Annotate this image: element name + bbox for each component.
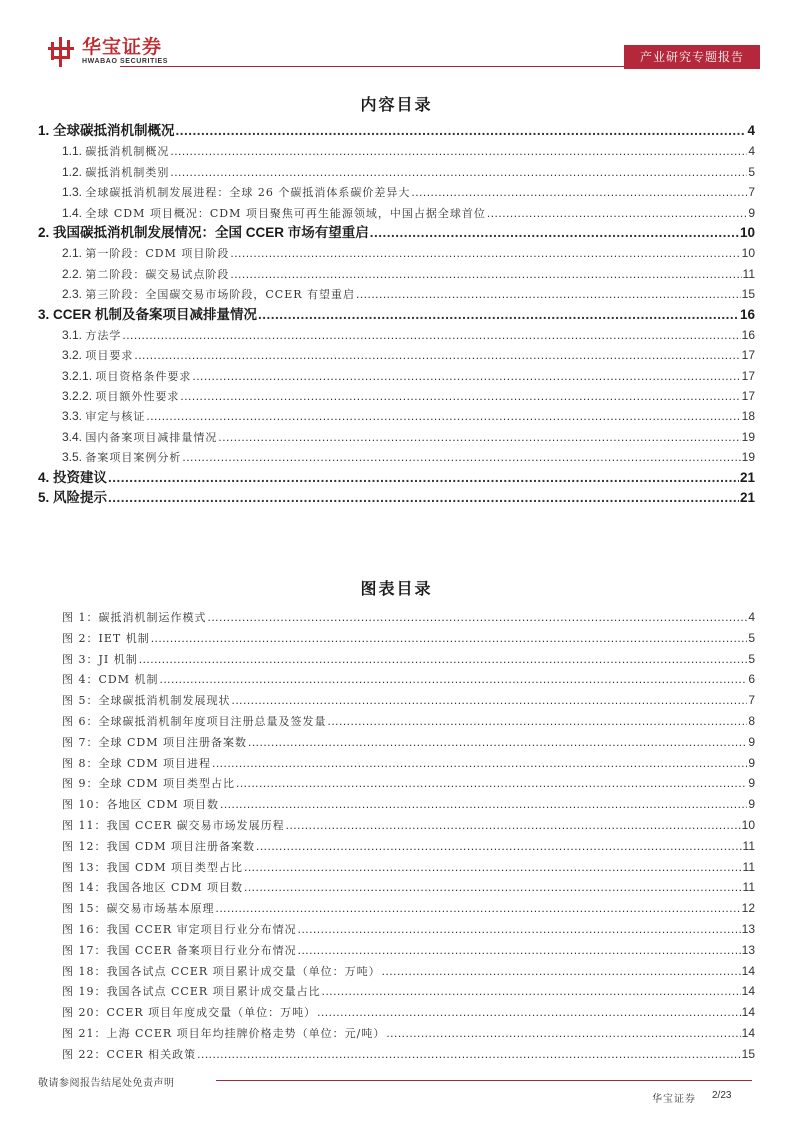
toc-entry-title: 项目要求 <box>85 349 134 363</box>
dot-leader <box>182 447 740 467</box>
toc-entry-page: 9 <box>748 205 755 220</box>
toc-entry-title: 国内备案项目减排量情况 <box>85 430 218 444</box>
figure-entry-page: 6 <box>748 672 755 687</box>
page-indicator: 2/23 <box>712 1090 732 1101</box>
toc-entry-number: 1.4. <box>62 205 83 220</box>
header-divider <box>120 66 630 67</box>
toc-entry-title: 第一阶段：CDM 项目阶段 <box>85 247 230 261</box>
toc-entry-label <box>38 488 108 508</box>
disclaimer-note: 敬请参阅报告结尾处免责声明 <box>38 1078 175 1089</box>
dot-leader <box>317 1002 741 1023</box>
toc-entry-number: 3.4. <box>62 429 83 444</box>
figure-entry-number: 图 2： <box>62 631 99 645</box>
dot-leader <box>197 1044 740 1065</box>
toc-entry-title: 全球碳抵消机制发展进程：全球 26 个碳抵消体系碳价差异大 <box>85 186 411 200</box>
figure-entry[interactable] <box>62 669 755 690</box>
figure-entry-label <box>62 773 236 794</box>
toc-entry-page: 4 <box>747 123 755 138</box>
figure-entry-page: 10 <box>741 817 755 832</box>
figure-entry-title: 我国 CCER 审定项目行业分布情况 <box>106 922 297 936</box>
figure-entry-label <box>62 940 298 961</box>
toc-entry-title: 投资建议 <box>53 469 108 485</box>
dot-leader <box>220 794 747 815</box>
figure-entry-title: JI 机制 <box>98 652 138 666</box>
dot-leader <box>230 243 740 263</box>
toc-entry[interactable] <box>38 345 755 365</box>
figure-entry-title: 我国 CCER 备案项目行业分布情况 <box>106 943 297 957</box>
toc-entry-title: 全球碳抵消机制概况 <box>53 123 175 138</box>
figure-entry-title: CDM 机制 <box>98 673 159 687</box>
toc-entry-number: 5. <box>38 490 50 506</box>
toc-entry-number: 3.2. <box>62 348 83 363</box>
toc-entry-title: 碳抵消机制概况 <box>85 145 170 159</box>
figure-entry-label <box>62 1044 197 1065</box>
table-of-contents <box>38 121 755 508</box>
figure-entry-number: 图 7： <box>62 735 99 749</box>
toc-entry[interactable] <box>38 223 755 243</box>
figure-list-title: 图表目录 <box>360 579 433 598</box>
figure-entry[interactable] <box>62 773 755 794</box>
dot-leader <box>386 1023 740 1044</box>
toc-entry[interactable] <box>38 488 755 508</box>
toc-entry-page: 16 <box>741 327 755 342</box>
figure-entry-label <box>62 981 322 1002</box>
toc-entry-title: 第三阶段：全国碳交易市场阶段，CCER 有望重启 <box>85 288 355 302</box>
toc-entry-label <box>38 468 108 488</box>
toc-entry-page: 17 <box>741 348 755 363</box>
figure-entry-number: 图 13： <box>62 860 107 874</box>
dot-leader <box>212 753 747 774</box>
report-type-badge: 产业研究专题报告 <box>624 45 760 69</box>
toc-entry-page: 19 <box>741 429 755 444</box>
figure-entry-page: 13 <box>741 942 755 957</box>
toc-entry-number: 1.2. <box>62 164 83 179</box>
figure-entry-label <box>62 607 208 628</box>
figure-entry[interactable] <box>62 836 755 857</box>
toc-entry-page: 17 <box>741 389 755 404</box>
dot-leader <box>216 898 741 919</box>
toc-entry-number: 3.5. <box>62 450 83 465</box>
figure-entry-title: 我国各地区 CDM 项目数 <box>106 881 243 895</box>
toc-entry-title: 第二阶段：碳交易试点阶段 <box>85 267 230 281</box>
figure-entry-number: 图 12： <box>62 839 107 853</box>
dot-leader <box>487 203 747 223</box>
figure-entry-title: 我国 CDM 项目注册备案数 <box>106 839 255 853</box>
dot-leader <box>411 182 747 202</box>
toc-entry[interactable] <box>38 162 755 182</box>
dot-leader <box>236 773 747 794</box>
dot-leader <box>232 690 748 711</box>
toc-entry[interactable] <box>38 243 755 263</box>
dot-leader <box>180 386 740 406</box>
dot-leader <box>218 427 740 447</box>
toc-entry-label <box>62 345 134 365</box>
toc-entry-title: 审定与核证 <box>85 410 146 424</box>
dot-leader <box>298 919 741 940</box>
figure-entry-page: 12 <box>741 901 755 916</box>
figure-entry-page: 5 <box>748 630 755 645</box>
figure-entry-title: 我国 CCER 碳交易市场发展历程 <box>106 818 285 832</box>
figure-entry[interactable] <box>62 1002 755 1023</box>
figure-entry[interactable] <box>62 732 755 753</box>
figure-entry-title: 碳交易市场基本原理 <box>106 902 215 916</box>
toc-entry-number: 2.1. <box>62 246 83 261</box>
figure-entry[interactable] <box>62 940 755 961</box>
dot-leader <box>382 961 741 982</box>
toc-entry-page: 17 <box>741 368 755 383</box>
figure-entry-page: 7 <box>748 693 755 708</box>
figure-entry[interactable] <box>62 753 755 774</box>
footer-divider <box>216 1080 752 1081</box>
figure-entry-title: CCER 相关政策 <box>106 1047 197 1061</box>
toc-entry-number: 2.2. <box>62 266 83 281</box>
figure-list <box>62 607 755 1065</box>
toc-entry[interactable] <box>38 386 755 406</box>
logo-chinese-name: 华宝证券 <box>82 36 163 58</box>
toc-entry-label <box>38 223 370 243</box>
figure-entry-page: 9 <box>748 734 755 749</box>
figure-entry-label <box>62 857 244 878</box>
figure-entry[interactable] <box>62 649 755 670</box>
toc-entry-label <box>62 243 230 263</box>
toc-entry-number: 1.3. <box>62 185 83 200</box>
figure-entry[interactable] <box>62 919 755 940</box>
toc-entry-number: 1.1. <box>62 144 83 159</box>
toc-entry-label <box>62 141 170 161</box>
figure-entry-title: 碳抵消机制运作模式 <box>98 611 207 624</box>
figure-entry-label <box>62 794 220 815</box>
figure-entry-number: 图 16： <box>62 922 107 936</box>
figure-entry-label <box>62 753 212 774</box>
toc-entry-title: 全球 CDM 项目概况：CDM 项目聚焦可再生能源领域，中国占据全球首位 <box>85 206 486 220</box>
figure-entry[interactable] <box>62 1023 755 1044</box>
toc-entry-label <box>62 427 218 447</box>
figure-entry-page: 5 <box>748 651 755 666</box>
hwabao-logo-mark-icon <box>48 37 74 67</box>
figure-entry[interactable] <box>62 628 755 649</box>
toc-entry-number: 3.2.2. <box>62 389 93 404</box>
company-logo <box>48 37 188 67</box>
toc-entry-label <box>62 386 180 406</box>
dot-leader <box>256 836 742 857</box>
toc-entry-title: 项目资格条件要求 <box>95 369 192 383</box>
figure-entry-number: 图 11： <box>62 818 107 832</box>
figure-entry-label <box>62 836 256 857</box>
toc-entry-page: 18 <box>741 409 755 424</box>
toc-entry[interactable] <box>38 366 755 386</box>
toc-title: 内容目录 <box>360 95 433 114</box>
toc-entry-page: 19 <box>741 450 755 465</box>
figure-entry[interactable] <box>62 877 755 898</box>
toc-entry-number: 2. <box>38 224 50 240</box>
figure-entry-page: 9 <box>748 755 755 770</box>
figure-entry-title: 全球碳抵消机制发展现状 <box>98 694 231 708</box>
dot-leader <box>192 366 740 386</box>
toc-entry[interactable] <box>38 121 755 141</box>
figure-entry[interactable] <box>62 857 755 878</box>
dot-leader <box>108 468 739 488</box>
figure-entry-number: 图 22： <box>62 1047 107 1061</box>
toc-entry-number: 3.2.1. <box>62 368 93 383</box>
figure-entry-page: 9 <box>748 776 755 791</box>
figure-entry-title: 我国各试点 CCER 项目累计成交量占比 <box>106 985 321 999</box>
figure-entry-page: 14 <box>741 1025 755 1040</box>
figure-entry-label <box>62 961 382 982</box>
dot-leader <box>370 223 739 243</box>
toc-entry[interactable] <box>38 447 755 467</box>
figure-entry-number: 图 1： <box>62 611 99 624</box>
figure-entry-title: IET 机制 <box>98 631 150 645</box>
dot-leader <box>170 162 747 182</box>
figure-entry-page: 11 <box>742 859 755 874</box>
toc-entry[interactable] <box>38 427 755 447</box>
toc-entry-title: 我国碳抵消机制发展情况：全国 CCER 市场有望重启 <box>53 224 369 240</box>
figure-entry-number: 图 9： <box>62 777 99 791</box>
figure-entry[interactable] <box>62 690 755 711</box>
figure-entry-number: 图 14： <box>62 881 107 895</box>
toc-entry-label <box>38 121 176 141</box>
dot-leader <box>160 669 748 690</box>
dot-leader <box>208 607 748 628</box>
figure-entry-page: 9 <box>748 797 755 812</box>
figure-entry-number: 图 4： <box>62 673 99 687</box>
figure-entry-page: 14 <box>741 963 755 978</box>
dot-leader <box>151 628 748 649</box>
figure-entry-title: 全球碳抵消机制年度项目注册总量及签发量 <box>98 714 327 728</box>
toc-entry[interactable] <box>38 141 755 161</box>
figure-entry-label <box>62 1002 317 1023</box>
figure-entry[interactable] <box>62 794 755 815</box>
toc-entry-title: 项目额外性要求 <box>95 390 180 404</box>
figure-entry-number: 图 19： <box>62 985 107 999</box>
toc-entry[interactable] <box>38 325 755 345</box>
figure-entry-number: 图 21： <box>62 1026 107 1040</box>
toc-entry[interactable] <box>38 468 755 488</box>
figure-entry-number: 图 17： <box>62 943 107 957</box>
toc-entry-label <box>62 182 411 202</box>
figure-entry-title: CCER 项目年度成交量（单位：万吨） <box>106 1006 317 1020</box>
toc-entry-number: 3. <box>38 306 50 322</box>
figure-entry-number: 图 6： <box>62 714 99 728</box>
figure-entry-title: 全球 CDM 项目注册备案数 <box>98 735 247 749</box>
figure-entry-page: 14 <box>741 1005 755 1020</box>
toc-entry-title: 碳抵消机制类别 <box>85 165 170 179</box>
toc-entry-label <box>62 406 146 426</box>
figure-entry-title: 全球 CDM 项目进程 <box>98 756 211 770</box>
dot-leader <box>286 815 741 836</box>
toc-entry[interactable] <box>38 264 755 284</box>
toc-entry-number: 4. <box>38 469 50 485</box>
toc-entry[interactable] <box>38 203 755 223</box>
figure-entry-number: 图 10： <box>62 798 107 812</box>
toc-entry-page: 4 <box>748 144 755 159</box>
dot-leader <box>146 406 740 426</box>
toc-entry-page: 11 <box>742 266 755 281</box>
figure-entry-label <box>62 711 328 732</box>
figure-entry-label <box>62 690 232 711</box>
toc-entry-label <box>62 203 487 223</box>
figure-entry-label <box>62 732 248 753</box>
dot-leader <box>298 940 741 961</box>
figure-entry[interactable] <box>62 981 755 1002</box>
figure-entry[interactable] <box>62 815 755 836</box>
toc-entry-title: 方法学 <box>85 328 122 342</box>
figure-entry-title: 各地区 CDM 项目数 <box>106 798 219 812</box>
figure-entry-number: 图 3： <box>62 652 99 666</box>
dot-leader <box>356 284 741 304</box>
figure-entry-page: 15 <box>741 1046 755 1061</box>
dot-leader <box>170 141 747 161</box>
figure-entry-title: 上海 CCER 项目年均挂牌价格走势（单位：元/吨） <box>106 1026 386 1040</box>
dot-leader <box>258 305 739 325</box>
toc-entry-label <box>62 325 122 345</box>
toc-entry-label <box>38 305 258 325</box>
figure-entry-title: 我国各试点 CCER 项目累计成交量（单位：万吨） <box>106 964 381 978</box>
figure-entry[interactable] <box>62 961 755 982</box>
dot-leader <box>328 711 748 732</box>
figure-entry-label <box>62 669 160 690</box>
toc-entry-title: 风险提示 <box>53 490 108 506</box>
figure-entry-label <box>62 877 244 898</box>
footer-company: 华宝证券 <box>652 1094 696 1105</box>
toc-entry-label <box>62 366 192 386</box>
figure-entry[interactable] <box>62 1044 755 1065</box>
figure-entry-title: 我国 CDM 项目类型占比 <box>106 860 243 874</box>
toc-entry-page: 5 <box>748 164 755 179</box>
toc-entry-number: 3.3. <box>62 409 83 424</box>
dot-leader <box>139 649 748 670</box>
figure-entry-page: 11 <box>742 880 755 895</box>
figure-entry[interactable] <box>62 711 755 732</box>
figure-entry-label <box>62 898 216 919</box>
toc-entry-page: 15 <box>741 287 755 302</box>
dot-leader <box>230 264 741 284</box>
toc-entry[interactable] <box>38 182 755 202</box>
dot-leader <box>244 857 742 878</box>
toc-entry-page: 21 <box>739 469 755 485</box>
figure-entry-number: 图 20： <box>62 1006 107 1020</box>
figure-entry-label <box>62 1023 386 1044</box>
figure-entry-page: 11 <box>742 838 755 853</box>
figure-entry-page: 14 <box>741 984 755 999</box>
toc-entry-title: CCER 机制及备案项目减排量情况 <box>53 306 258 322</box>
figure-entry-label <box>62 649 139 670</box>
figure-entry-label <box>62 919 298 940</box>
toc-entry-label <box>62 284 356 304</box>
figure-entry-number: 图 8： <box>62 756 99 770</box>
dot-leader <box>176 121 747 141</box>
toc-entry-label <box>62 264 230 284</box>
toc-entry[interactable] <box>38 406 755 426</box>
figure-entry-number: 图 15： <box>62 902 107 916</box>
figure-entry-page: 4 <box>748 610 755 624</box>
toc-entry-label <box>62 447 182 467</box>
toc-entry-label <box>62 162 170 182</box>
dot-leader <box>248 732 747 753</box>
dot-leader <box>122 325 740 345</box>
figure-entry[interactable] <box>62 607 755 628</box>
toc-entry-page: 21 <box>739 490 755 506</box>
toc-entry-page: 10 <box>739 224 755 240</box>
dot-leader <box>108 488 739 508</box>
figure-entry-label <box>62 628 151 649</box>
figure-entry-label <box>62 815 286 836</box>
dot-leader <box>134 345 740 365</box>
toc-entry-page: 7 <box>748 185 755 200</box>
logo-english-name: HWABAO SECURITIES <box>82 58 169 65</box>
toc-entry[interactable] <box>38 284 755 304</box>
figure-entry-page: 13 <box>741 921 755 936</box>
figure-entry-number: 图 5： <box>62 694 99 708</box>
toc-entry-page: 16 <box>739 306 755 322</box>
toc-entry-number: 3.1. <box>62 327 83 342</box>
toc-entry-number: 1. <box>38 123 50 138</box>
figure-entry-number: 图 18： <box>62 964 107 978</box>
toc-entry-title: 备案项目案例分析 <box>85 451 182 465</box>
toc-entry-page: 10 <box>741 246 755 261</box>
figure-entry-page: 8 <box>748 713 755 728</box>
dot-leader <box>322 981 741 1002</box>
figure-entry-title: 全球 CDM 项目类型占比 <box>98 777 235 791</box>
toc-entry-number: 2.3. <box>62 287 83 302</box>
figure-entry[interactable] <box>62 898 755 919</box>
toc-entry[interactable] <box>38 305 755 325</box>
dot-leader <box>244 877 742 898</box>
